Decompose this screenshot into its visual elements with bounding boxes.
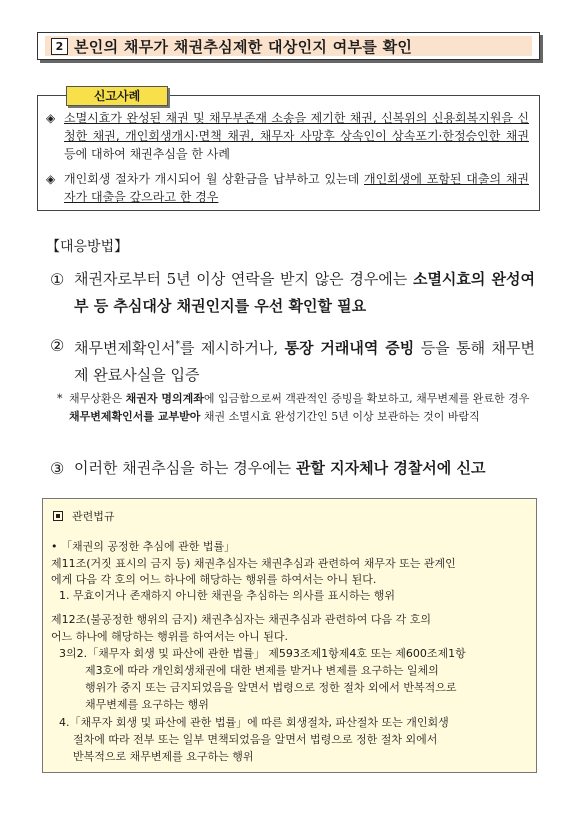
- case-item-1-underlined: 소멸시효가 완성된 채권 및 채무부존재 소송을 제기한 채권, 신복위의 신용회복지원을 신청한 채권, 개인회생개시·면책 채권, 채무자 사망후 상속인이 상속포기·한정승인한 채권: [64, 111, 529, 143]
- case-item-1: [46, 109, 529, 163]
- step-2-text-b: 를 제시하거나,: [179, 339, 285, 357]
- section-title-box: [37, 32, 540, 60]
- law-line: 어느 하나에 해당하는 행위를 하여서는 아니 된다.: [51, 630, 288, 643]
- step-3-emphasis: 관할 지자체나 경찰서에 신고: [295, 459, 486, 477]
- law-line: 에게 다음 각 호의 어느 하나에 해당하는 행위를 하여서는 아니 된다.: [51, 573, 377, 586]
- case-box: [37, 95, 540, 211]
- law-line: • 「채권의 공정한 추심에 관한 법률」: [51, 540, 236, 553]
- law-line: 제11조(거짓 표시의 금지 등) 채권추심자는 채권추심과 관련하여 채무자 또는 관계인: [51, 557, 456, 570]
- law-line: 1. 무효이거나 존재하지 아니한 채권을 추심하는 의사를 표시하는 행위: [59, 589, 395, 602]
- law-line: 행위가 중지 또는 금지되었음을 알면서 법령으로 정한 절차 외에서 반복적으로: [85, 681, 457, 694]
- step-1-number: ①: [50, 270, 65, 289]
- case-item-2-underlined: 개인회생에 포함된 대출의 채권자가 대출을 갚으라고 한 경우: [64, 172, 529, 204]
- step-1-text: 채권자로부터 5년 이상 연락을 받지 않은 경우에는: [74, 270, 413, 288]
- law-line: 제3호에 따라 개인회생채권에 대한 변제를 받거나 변제를 요구하는 일체의: [85, 664, 439, 677]
- step-3-text: 이러한 채권추심을 하는 경우에는: [74, 459, 296, 477]
- section-number: 2: [51, 38, 68, 55]
- step-2: [50, 332, 535, 389]
- section-title-inner: [45, 36, 532, 56]
- footnote-text-e: 채권 소멸시효 완성기간인 5년 이상 보관하는 것이 바람직: [200, 410, 480, 423]
- case-tag: 신고사례: [66, 86, 168, 106]
- step-2-text-a: 채무변제확인서: [74, 339, 176, 357]
- step-2-sup: *: [175, 340, 180, 350]
- footnote: [57, 390, 537, 426]
- case-item-2-text: 개인회생 절차가 개시되어 월 상환금을 납부하고 있는데: [64, 172, 364, 186]
- law-line: 제12조(불공정한 행위의 금지) 채권추심자는 채권추심과 관련하여 다음 각 호의: [51, 613, 431, 626]
- step-3-number: ③: [50, 459, 65, 478]
- related-laws-heading: [53, 508, 115, 524]
- response-heading: 【대응방법】: [46, 239, 129, 255]
- law-line: 3의2.「채무자 회생 및 파산에 관한 법률」 제593조제1항제4호 또는 제600조제1항: [59, 647, 466, 660]
- related-laws-box: [42, 498, 537, 773]
- law-line: 4.「채무자 회생 및 파산에 관한 법률」에 따른 회생절차, 파산절차 또는 개인회생: [59, 716, 449, 729]
- case-item-1-rest: 등에 대하여 채권추심을 한 사례: [64, 147, 230, 161]
- footnote-mark: *: [57, 392, 63, 405]
- case-item-2: [46, 170, 529, 206]
- footnote-emphasis-2: 채무변제확인서를 교부받아: [69, 410, 201, 423]
- footnote-emphasis-1: 채권자 명의계좌: [125, 392, 204, 405]
- square-bullet-icon: [53, 511, 63, 521]
- step-2-number: ②: [50, 336, 65, 355]
- step-3: [50, 455, 535, 482]
- section-title: 본인의 채무가 채권추심제한 대상인지 여부를 확인: [74, 37, 413, 56]
- step-2-emphasis: 통장 거래내역 증빙: [284, 339, 415, 357]
- footnote-text-c: 에 입금함으로써 객관적인 증빙을 확보하고, 채무변제를 완료한 경우: [203, 392, 530, 405]
- diamond-bullet-icon: ◈: [46, 111, 56, 125]
- step-1: [50, 266, 535, 320]
- related-laws-title: 관련법규: [72, 510, 115, 523]
- law-line: 채무변제를 요구하는 행위: [85, 698, 209, 711]
- footnote-text-a: 채무상환은: [69, 392, 126, 405]
- step-2-text-d: 등을 통해 채무변제 완료사실을 입증: [74, 339, 535, 384]
- step-1-emphasis: 소멸시효의 완성여부 등 추심대상 채권인지를 우선 확인할 필요: [74, 270, 535, 315]
- law-line: 반복적으로 채무변제를 요구하는 행위: [73, 750, 254, 763]
- diamond-bullet-icon: ◈: [46, 172, 56, 186]
- law-line: 절차에 따라 전부 또는 일부 면책되었음을 알면서 법령으로 정한 절차 외에서: [73, 733, 438, 746]
